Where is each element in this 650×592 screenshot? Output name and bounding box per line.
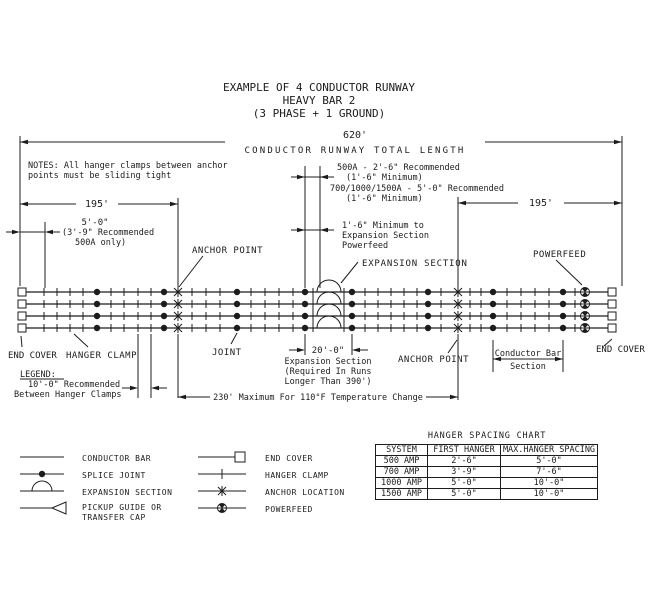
cell-first: 5'-0" [428,478,501,489]
legend-label-hanger-clamp: HANGER CLAMP [265,471,329,480]
cell-system: 500 AMP [376,456,428,467]
exp20-note-2: (Required In Runs [284,367,372,377]
pf-min-3: Powerfeed [342,241,389,251]
legend-note-2: 10'-0" Recommended [28,380,121,390]
legend-pickup-guide-icon [52,502,66,514]
cbs-line-2: Section [510,362,546,372]
dimension-620 [245,130,466,156]
legend-end-cover-icon [235,452,245,462]
right-section-dim: 195' [528,198,554,209]
conductor-bar-section-dim [495,349,562,372]
total-length-value: 620' [342,130,368,141]
anchor-point-right-label: ANCHOR POINT [398,355,470,365]
table-row [376,467,598,478]
notes-block [28,161,228,181]
col-header-first: FIRST HANGER [428,445,501,456]
powerfeed-label: POWERFEED [533,250,587,260]
legend-label-pickup-guide-2: TRANSFER CAP [82,513,146,522]
cell-max: 10'-0" [501,478,598,489]
expansion-20ft-dim [285,346,372,387]
title-block [223,81,415,120]
legend-label-pickup-guide-1: PICKUP GUIDE OR [82,503,162,512]
exp-rec-3: 700/1000/1500A - 5'-0" Recommended [330,184,504,194]
table-row [376,478,598,489]
pf-min-2: Expansion Section [342,231,429,241]
cell-max: 7'-6" [501,467,598,478]
max-230-dim: 230' Maximum For 110°F Temperature Change [213,393,423,403]
legend-label-conductor-bar: CONDUCTOR BAR [82,454,152,463]
table-row [376,456,598,467]
title-line-1: EXAMPLE OF 4 CONDUCTOR RUNWAY [222,81,416,94]
title-line-2: HEAVY BAR 2 [282,94,356,107]
exp-rec-1: 500A - 2'-6" Recommended [337,163,460,173]
hanger-spacing-table [375,444,598,500]
cell-first: 5'-0" [428,489,501,500]
legend-powerfeed-icon [218,503,227,512]
legend-note-block [14,370,121,400]
pf-min-1: 1'-6" Minimum to [342,221,424,231]
first-hanger-note-1: (3'-9" Recommended [62,228,155,238]
end-cover-left-label: END COVER [8,351,57,361]
joint-label: JOINT [212,348,242,358]
cell-system: 700 AMP [376,467,428,478]
cell-system: 1000 AMP [376,478,428,489]
cell-first: 2'-6" [428,456,501,467]
exp-rec-4: (1'-6" Minimum) [346,194,423,204]
table-header-row [376,445,598,456]
col-header-max: MAX.HANGER SPACING [501,445,598,456]
cell-system: 1500 AMP [376,489,428,500]
notes-line-1: NOTES: All hanger clamps between anchor [28,161,228,171]
hanger-clamp-label: HANGER CLAMP [66,351,138,361]
total-length-label: CONDUCTOR RUNWAY TOTAL LENGTH [244,146,466,156]
title-line-3: (3 PHASE + 1 GROUND) [252,107,386,120]
end-cover-right-label: END COVER [596,345,645,355]
legend-label-end-cover: END COVER [265,454,313,463]
first-hanger-note-2: 500A only) [75,238,127,248]
legend-label-splice-joint: SPLICE JOINT [82,471,146,480]
legend-note-1: LEGEND: [20,370,56,380]
cell-max: 5'-0" [501,456,598,467]
exp-rec-2: (1'-6" Minimum) [346,173,423,183]
expansion-gap-notes [330,163,504,251]
exp20-note-1: Expansion Section [284,357,372,367]
anchor-point-left-label: ANCHOR POINT [192,246,264,256]
expansion-section-label: EXPANSION SECTION [362,259,468,269]
legend-label-anchor-location: ANCHOR LOCATION [265,488,345,497]
first-hanger-value: 5'-0" [81,218,109,228]
legend-label-expansion-section: EXPANSION SECTION [82,488,173,497]
left-section-dim: 195' [84,199,110,210]
exp20-note-3: Longer Than 390') [284,377,372,387]
exp20-value: 20'-0" [311,346,345,356]
hanger-spacing-chart [375,431,599,500]
legend-splice-joint-icon [39,471,45,477]
cell-first: 3'-9" [428,467,501,478]
col-header-system: SYSTEM [376,445,428,456]
symbol-legend [20,452,345,522]
first-hanger-dim [62,218,154,248]
hanger-spacing-chart-title: HANGER SPACING CHART [427,431,547,441]
powerfeed-symbols [581,287,590,332]
cell-max: 10'-0" [501,489,598,500]
cbs-line-1: Conductor Bar [494,349,562,359]
notes-line-2: points must be sliding tight [28,171,172,181]
hanger-clamp-ticks [44,288,575,332]
legend-label-powerfeed: POWERFEED [265,505,313,514]
table-row [376,489,598,500]
legend-note-3: Between Hanger Clamps [14,390,122,400]
splice-joints [94,289,566,331]
